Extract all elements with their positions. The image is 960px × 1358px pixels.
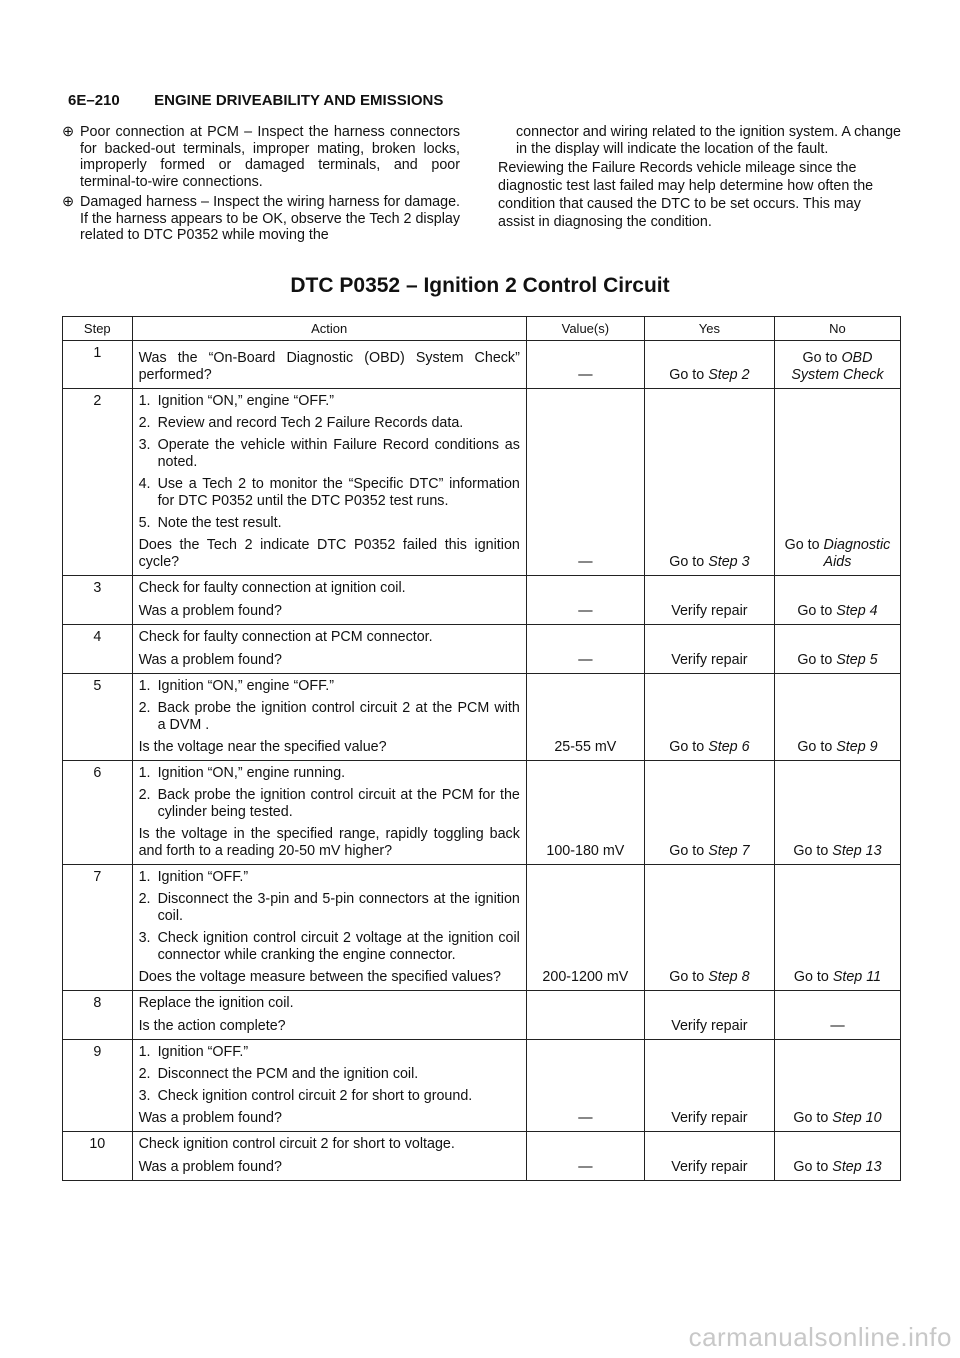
action-step-text: Operate the vehicle within Failure Record conditions as noted. <box>157 437 520 470</box>
action-step <box>139 415 520 432</box>
action-step-text: Check ignition control circuit 2 for short to ground. <box>157 1088 473 1104</box>
table-row <box>63 389 901 576</box>
value-cell: 200-1200 mV <box>526 865 644 991</box>
action-step-number: 3. <box>138 930 151 946</box>
yes-text: Verify repair <box>671 1110 748 1126</box>
table-body <box>63 341 901 1181</box>
action-step <box>139 765 520 782</box>
action-step-number: 1. <box>138 678 151 694</box>
no-cell <box>774 1132 900 1181</box>
yes-cell <box>644 1040 774 1132</box>
table-row <box>63 991 901 1040</box>
value-cell: — <box>526 1040 644 1132</box>
intro-bullet <box>62 124 460 190</box>
yes-cell <box>644 761 774 865</box>
action-question: Is the action complete? <box>138 1018 286 1034</box>
intro-bullet <box>62 194 460 244</box>
value-cell: 100-180 mV <box>526 761 644 865</box>
no-cell <box>774 991 900 1040</box>
no-text: Go to <box>784 537 824 553</box>
table-row <box>63 674 901 761</box>
yes-text: Go to <box>669 739 709 755</box>
action-cell <box>132 991 526 1040</box>
yes-target: Step 8 <box>708 969 750 985</box>
value-cell: 25-55 mV <box>526 674 644 761</box>
action-step-text: Use a Tech 2 to monitor the “Specific DTC” information for DTC P0352 until the DTC P0352 test runs. <box>157 476 520 509</box>
action-step-text: Ignition “OFF.” <box>157 869 249 885</box>
action-step-number: 3. <box>138 437 151 453</box>
action-step-number: 1. <box>138 1044 151 1060</box>
no-cell <box>774 576 900 625</box>
action-cell <box>132 341 526 389</box>
action-text: Check for faulty connection at PCM connector. <box>138 629 433 645</box>
no-target: Step 13 <box>832 843 882 859</box>
action-step <box>139 1044 520 1061</box>
yes-text: Go to <box>669 554 709 570</box>
step-number: 8 <box>63 991 133 1040</box>
action-step <box>139 437 520 471</box>
action-question: Was the “On-Board Diagnostic (OBD) System Check” performed? <box>138 350 520 383</box>
no-text: Go to <box>802 350 842 366</box>
no-cell <box>774 761 900 865</box>
no-text: Go to <box>793 1110 833 1126</box>
action-cell <box>132 625 526 674</box>
action-step-text: Disconnect the 3-pin and 5-pin connectors at the ignition coil. <box>157 891 520 924</box>
action-step-text: Ignition “ON,” engine running. <box>157 765 346 781</box>
step-number: 4 <box>63 625 133 674</box>
action-step <box>139 787 520 821</box>
step-number: 7 <box>63 865 133 991</box>
action-step-number: 1. <box>138 393 151 409</box>
value-cell: — <box>526 341 644 389</box>
yes-target: Step 2 <box>708 367 750 383</box>
action-step-text: Ignition “OFF.” <box>157 1044 249 1060</box>
action-step <box>139 1088 520 1105</box>
yes-cell <box>644 991 774 1040</box>
action-step <box>139 393 520 410</box>
step-number: 9 <box>63 1040 133 1132</box>
yes-target: Step 7 <box>708 843 750 859</box>
yes-text: Go to <box>669 843 709 859</box>
action-cell <box>132 674 526 761</box>
action-step-text: Back probe the ignition control circuit at the PCM for the cylinder being tested. <box>157 787 520 820</box>
no-target: Step 5 <box>836 652 878 668</box>
no-target: Step 10 <box>832 1110 882 1126</box>
no-text: — <box>830 1018 845 1034</box>
intro-left-column <box>62 124 460 248</box>
no-target: OBD System Check <box>791 350 884 383</box>
bullet-text: Damaged harness – Inspect the wiring harness for damage. If the harness appears to be OK, observe the Tech 2 display related to DTC P0352 while moving the <box>80 194 460 243</box>
no-target: Step 13 <box>832 1159 882 1175</box>
action-step <box>139 1066 520 1083</box>
action-step <box>139 476 520 510</box>
table-row <box>63 341 901 389</box>
no-cell <box>774 341 900 389</box>
action-step-number: 1. <box>138 869 151 885</box>
step-number: 1 <box>63 341 133 389</box>
action-step <box>139 678 520 695</box>
action-step <box>139 891 520 925</box>
action-steps <box>139 393 520 532</box>
intro-right-column <box>498 124 901 231</box>
action-question: Does the Tech 2 indicate DTC P0352 failed this ignition cycle? <box>138 537 520 570</box>
bullet-icon: ⊕ <box>62 124 74 140</box>
action-cell <box>132 1132 526 1181</box>
value-cell: — <box>526 576 644 625</box>
action-step <box>139 869 520 886</box>
action-steps <box>139 869 520 964</box>
action-question: Is the voltage in the specified range, rapidly toggling back and forth to a reading 20-50 mV higher? <box>138 826 520 859</box>
step-number: 6 <box>63 761 133 865</box>
no-cell <box>774 389 900 576</box>
action-step-text: Note the test result. <box>157 515 282 531</box>
action-step-text: Check ignition control circuit 2 voltage at the ignition coil connector while cranking the engine connector. <box>157 930 520 963</box>
yes-target: Step 3 <box>708 554 750 570</box>
action-step-number: 2. <box>138 1066 151 1082</box>
yes-text: Verify repair <box>671 652 748 668</box>
no-text: Go to <box>797 739 837 755</box>
bullet-icon: ⊕ <box>62 194 74 210</box>
yes-text: Go to <box>669 367 709 383</box>
section-title: ENGINE DRIVEABILITY AND EMISSIONS <box>154 92 444 109</box>
no-cell <box>774 865 900 991</box>
yes-cell <box>644 341 774 389</box>
value-cell: — <box>526 389 644 576</box>
no-text: Go to <box>793 843 833 859</box>
page-number: 6E–210 <box>68 92 120 109</box>
table-row <box>63 625 901 674</box>
action-question: Was a problem found? <box>138 652 282 668</box>
action-step <box>139 700 520 734</box>
header-step: Step <box>63 317 133 341</box>
no-target: Step 11 <box>832 969 882 985</box>
action-step-text: Back probe the ignition control circuit 2 at the PCM with a DVM . <box>157 700 520 733</box>
table-row <box>63 576 901 625</box>
action-step-number: 3. <box>138 1088 151 1104</box>
action-step-text: Ignition “ON,” engine “OFF.” <box>157 678 334 694</box>
no-text: Go to <box>793 969 833 985</box>
yes-target: Step 6 <box>708 739 750 755</box>
action-cell <box>132 761 526 865</box>
no-cell <box>774 625 900 674</box>
page-header <box>68 92 443 109</box>
header-yes: Yes <box>644 317 774 341</box>
action-steps <box>139 765 520 821</box>
yes-text: Verify repair <box>671 1018 748 1034</box>
diagnostic-table <box>62 316 901 1181</box>
table-row <box>63 1040 901 1132</box>
action-steps <box>139 1044 520 1105</box>
action-cell <box>132 1040 526 1132</box>
no-text: Go to <box>797 603 837 619</box>
yes-cell <box>644 389 774 576</box>
action-cell <box>132 576 526 625</box>
yes-cell <box>644 576 774 625</box>
action-step <box>139 515 520 532</box>
table-row <box>63 761 901 865</box>
action-step-text: Disconnect the PCM and the ignition coil. <box>157 1066 419 1082</box>
no-text: Go to <box>793 1159 833 1175</box>
action-step-number: 2. <box>138 787 151 803</box>
bullet-text: Poor connection at PCM – Inspect the harness connectors for backed-out terminals, improper mating, broken locks, improperly formed or damaged terminals, and poor terminal-to-wire connections. <box>80 124 460 190</box>
yes-text: Go to <box>669 969 709 985</box>
value-cell <box>526 991 644 1040</box>
yes-text: Verify repair <box>671 1159 748 1175</box>
action-step-number: 2. <box>138 700 151 716</box>
action-question: Was a problem found? <box>138 603 282 619</box>
action-text: Check for faulty connection at ignition coil. <box>138 580 406 596</box>
action-question: Does the voltage measure between the specified values? <box>138 969 501 985</box>
action-step-text: Ignition “ON,” engine “OFF.” <box>157 393 334 409</box>
header-action: Action <box>132 317 526 341</box>
yes-cell <box>644 1132 774 1181</box>
action-cell <box>132 865 526 991</box>
yes-cell <box>644 625 774 674</box>
step-number: 2 <box>63 389 133 576</box>
action-question: Is the voltage near the specified value? <box>138 739 387 755</box>
intro-paragraph: Reviewing the Failure Records vehicle mileage since the diagnostic test last failed may help determine how often the condition that caused the DTC to be set occurs. This may assist in diagnosing the condition. <box>498 160 874 230</box>
value-cell: — <box>526 1132 644 1181</box>
action-cell <box>132 389 526 576</box>
action-step-number: 2. <box>138 415 151 431</box>
step-number: 10 <box>63 1132 133 1181</box>
yes-text: Verify repair <box>671 603 748 619</box>
action-step-number: 2. <box>138 891 151 907</box>
yes-cell <box>644 865 774 991</box>
action-question: Was a problem found? <box>138 1159 282 1175</box>
step-number: 5 <box>63 674 133 761</box>
action-steps <box>139 678 520 734</box>
action-step-number: 1. <box>138 765 151 781</box>
action-step-number: 5. <box>138 515 151 531</box>
action-step-number: 4. <box>138 476 151 492</box>
no-target: Diagnostic Aids <box>823 537 891 570</box>
value-cell: — <box>526 625 644 674</box>
watermark: carmanualsonline.info <box>688 1322 952 1352</box>
no-target: Step 4 <box>836 603 878 619</box>
action-text: Check ignition control circuit 2 for short to voltage. <box>138 1136 455 1152</box>
no-cell <box>774 1040 900 1132</box>
no-target: Step 9 <box>836 739 878 755</box>
action-question: Was a problem found? <box>138 1110 282 1126</box>
header-no: No <box>774 317 900 341</box>
action-step <box>139 930 520 964</box>
step-number: 3 <box>63 576 133 625</box>
header-values: Value(s) <box>526 317 644 341</box>
table-header-row <box>63 317 901 341</box>
table-row <box>63 865 901 991</box>
no-cell <box>774 674 900 761</box>
procedure-title: DTC P0352 – Ignition 2 Control Circuit <box>290 274 670 297</box>
action-text: Replace the ignition coil. <box>138 995 294 1011</box>
no-text: Go to <box>797 652 837 668</box>
action-step-text: Review and record Tech 2 Failure Records data. <box>157 415 464 431</box>
table-row <box>63 1132 901 1181</box>
yes-cell <box>644 674 774 761</box>
bullet-continuation: connector and wiring related to the ignition system. A change in the display will indicate the location of the fault. <box>516 124 901 157</box>
